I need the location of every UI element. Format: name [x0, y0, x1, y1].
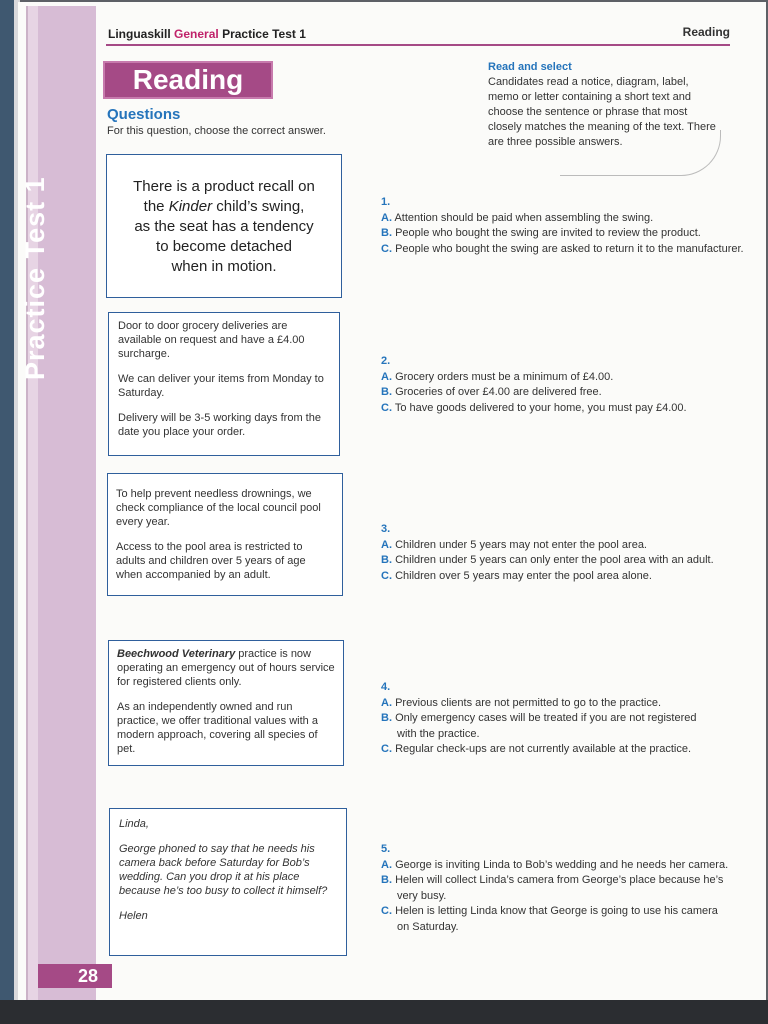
- option-c[interactable]: C. Helen is letting Linda know that George is going to use his camera: [381, 905, 718, 917]
- notice-1-line: to become detached: [156, 238, 292, 255]
- notice-3: [107, 473, 343, 596]
- notice-5: [109, 808, 347, 956]
- notice-2-para: We can deliver your items from Monday to Saturday.: [118, 373, 324, 399]
- question-number: 1.: [381, 196, 391, 208]
- sidebar-title: Practice Test 1: [20, 176, 50, 380]
- header-rule: [106, 44, 730, 46]
- header-title: [108, 27, 306, 41]
- question-2: [381, 354, 761, 416]
- question-number: 4.: [381, 681, 391, 693]
- questions-heading: Questions: [107, 106, 181, 123]
- notice-1-line: as the seat has a tendency: [134, 218, 314, 235]
- option-b[interactable]: B. Groceries of over £4.00 are delivered free.: [381, 386, 602, 398]
- notice-5-greeting: Linda,: [119, 818, 149, 830]
- notice-5-sign: Helen: [119, 910, 148, 922]
- notice-4-para: As an independently owned and run practice, we offer traditional values with a modern approach, covering all species of pet.: [117, 701, 318, 755]
- question-number: 3.: [381, 523, 391, 535]
- option-c-continued: on Saturday.: [397, 920, 459, 933]
- notice-2-para: Door to door grocery deliveries are available on request and have a £4.00 surcharge.: [118, 320, 305, 360]
- instruction-text: For this question, choose the correct answer.: [107, 125, 326, 137]
- question-5: [381, 842, 761, 935]
- notice-3-para: Access to the pool area is restricted to adults and children over 5 years of age when accompanied by an adult.: [116, 541, 306, 581]
- option-a[interactable]: A. Previous clients are not permitted to go to the practice.: [381, 696, 662, 709]
- notice-2-para: Delivery will be 3-5 working days from the date you place your order.: [118, 412, 321, 438]
- option-b[interactable]: B. Helen will collect Linda’s camera from George’s place because he’s: [381, 874, 724, 886]
- question-number: 5.: [381, 843, 391, 855]
- header-section: Reading: [682, 25, 730, 39]
- notice-4: [108, 640, 344, 766]
- notice-1: [106, 154, 342, 298]
- header-brand: Linguaskill: [108, 27, 171, 41]
- option-a[interactable]: A. George is inviting Linda to Bob’s wedding and he needs her camera.: [381, 858, 729, 871]
- tip-text: Candidates read a notice, diagram, label, memo or letter containing a short text and choose the sentence or phrase that most closely matches the meaning of the text. There are three possible answers.: [488, 76, 716, 148]
- option-b[interactable]: B. Children under 5 years can only enter the pool area with an adult.: [381, 554, 714, 566]
- header-accent: General: [174, 27, 219, 41]
- option-c[interactable]: C. Regular check-ups are not currently available at the practice.: [381, 743, 691, 755]
- question-3: [381, 522, 761, 584]
- question-1: [381, 195, 761, 257]
- question-number: 2.: [381, 355, 391, 367]
- bottom-shadow: [0, 1000, 768, 1024]
- notice-1-line: There is a product recall on: [133, 178, 315, 195]
- notice-1-line: the Kinder child’s swing,: [143, 198, 305, 215]
- option-c[interactable]: C. Children over 5 years may enter the pool area alone.: [381, 569, 652, 582]
- tip-title: Read and select: [488, 61, 572, 73]
- notice-3-para: To help prevent needless drownings, we check compliance of the local council pool every year.: [116, 488, 321, 528]
- notice-1-brand: Kinder: [168, 198, 213, 215]
- question-4: [381, 680, 761, 758]
- notice-4-para: Beechwood Veterinary practice is now operating an emergency out of hours service for registered clients only.: [117, 648, 335, 688]
- binder-edge: [0, 0, 14, 1024]
- option-c[interactable]: C. People who bought the swing are asked to return it to the manufacturer.: [381, 242, 744, 255]
- option-b[interactable]: B. People who bought the swing are invited to review the product.: [381, 227, 701, 239]
- option-a[interactable]: A. Grocery orders must be a minimum of £4.00.: [381, 370, 614, 383]
- notice-4-name: Beechwood Veterinary: [117, 648, 236, 660]
- notice-2: [108, 312, 340, 456]
- tip-decoration: [560, 130, 721, 176]
- notice-1-line: when in motion.: [171, 258, 277, 275]
- option-b[interactable]: B. Only emergency cases will be treated if you are not registered: [381, 712, 697, 724]
- option-a[interactable]: A. Children under 5 years may not enter the pool area.: [381, 538, 647, 551]
- option-a[interactable]: A. Attention should be paid when assembling the swing.: [381, 211, 654, 224]
- option-b-continued: very busy.: [397, 889, 447, 902]
- section-title: Reading: [103, 61, 273, 99]
- option-b-continued: with the practice.: [397, 727, 480, 740]
- header-test: Practice Test 1: [222, 27, 306, 41]
- notice-5-body: George phoned to say that he needs his camera back before Saturday for Bob’s wedding. Can you drop it at his place because he’s too busy to collect it himself?: [119, 843, 328, 897]
- option-c[interactable]: C. To have goods delivered to your home, you must pay £4.00.: [381, 401, 687, 414]
- page-number: 28: [38, 964, 112, 988]
